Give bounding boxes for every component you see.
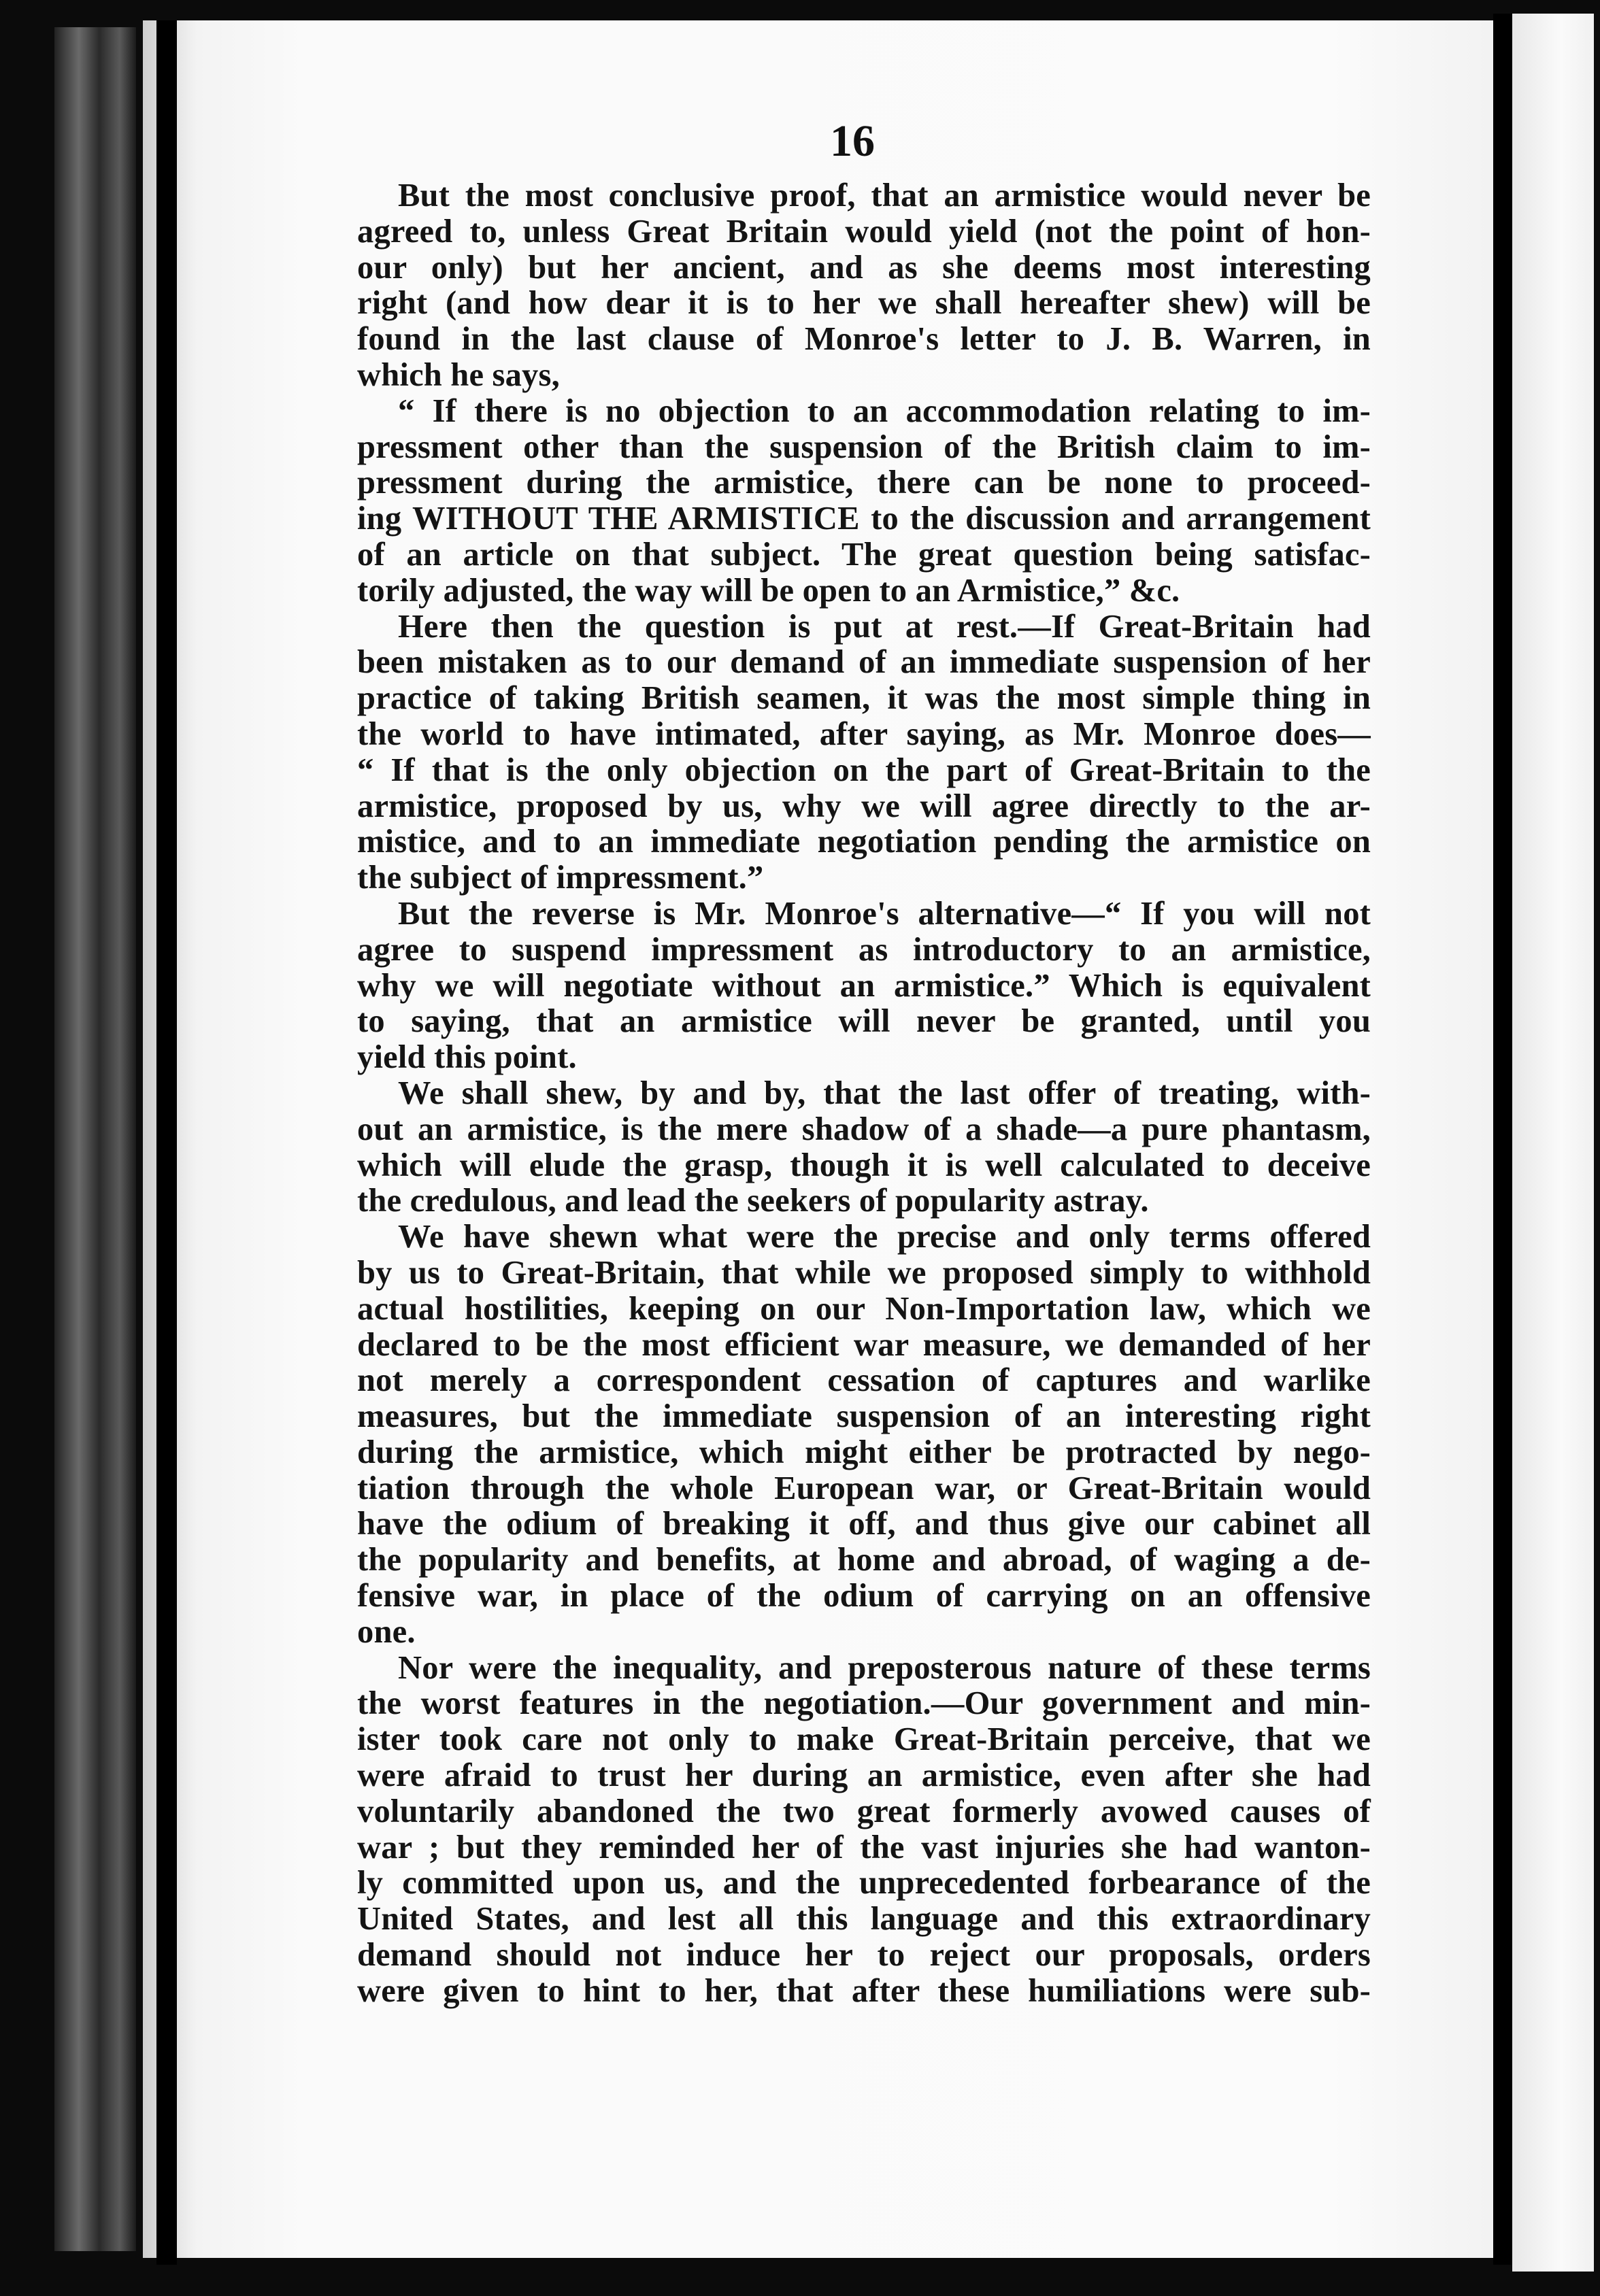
text-line: torily adjusted, the way will be open to an Armistice,” &c. bbox=[357, 572, 1180, 609]
text-line: war ; but they reminded her of the vast injuries she had wanton- bbox=[357, 1829, 1371, 1866]
text-line: measures, but the immediate suspension of an interesting right bbox=[357, 1398, 1371, 1435]
text-line: But the most conclusive proof, that an armistice would never be bbox=[398, 178, 1371, 214]
text-line: agreed to, unless Great Britain would yield (not the point of hon- bbox=[357, 213, 1371, 250]
text-line: voluntarily abandoned the two great formerly avowed causes of bbox=[357, 1793, 1371, 1829]
text-line: “ If there is no objection to an accommodation relating to im- bbox=[398, 392, 1371, 429]
text-line: during the armistice, which might either be protracted by nego- bbox=[357, 1434, 1371, 1470]
text-line: to saying, that an armistice will never be granted, until you bbox=[357, 1003, 1371, 1040]
text-line: We shall shew, by and by, that the last offer of treating, with- bbox=[398, 1075, 1371, 1111]
text-line: which will elude the grasp, though it is well calculated to deceive bbox=[357, 1147, 1371, 1183]
text-line: Here then the question is put at rest.—If Great-Britain had bbox=[398, 608, 1371, 645]
text-line: right (and how dear it is to her we shall hereafter shew) will be bbox=[357, 285, 1371, 322]
text-line: out an armistice, is the mere shadow of a shade—a pure phantasm, bbox=[357, 1111, 1371, 1147]
text-line: mistice, and to an immediate negotiation pending the armistice on bbox=[357, 824, 1371, 860]
text-line: which he says, bbox=[357, 356, 560, 393]
text-line: why we will negotiate without an armistice.” Which is equivalent bbox=[357, 967, 1371, 1004]
text-line: demand should not induce her to reject our proposals, orders bbox=[357, 1937, 1371, 1974]
text-line: ister took care not only to make Great-Britain perceive, that we bbox=[357, 1721, 1371, 1758]
text-line: the worst features in the negotiation.—Our government and min- bbox=[357, 1685, 1371, 1722]
text-line: ly committed upon us, and the unprecedented forbearance of the bbox=[357, 1865, 1371, 1902]
left-page-edge bbox=[54, 27, 136, 2251]
text-line: tiation through the whole European war, or Great-Britain would bbox=[357, 1470, 1371, 1506]
text-line: declared to be the most efficient war measure, we demanded of her bbox=[357, 1326, 1371, 1363]
text-line: But the reverse is Mr. Monroe's alternative—“ If you will not bbox=[398, 895, 1371, 932]
text-line: our only) but her ancient, and as she deems most interesting bbox=[357, 249, 1371, 286]
text-line: fensive war, in place of the odium of carrying on an offensive bbox=[357, 1578, 1371, 1615]
text-line: one. bbox=[357, 1613, 416, 1650]
text-line: the credulous, and lead the seekers of popularity astray. bbox=[357, 1183, 1149, 1219]
text-line: United States, and lest all this language and this extraordinary bbox=[357, 1901, 1371, 1938]
text-line: “ If that is the only objection on the part of Great-Britain to the bbox=[357, 752, 1371, 788]
text-line: not merely a correspondent cessation of captures and warlike bbox=[357, 1362, 1371, 1399]
text-line: the subject of impressment.” bbox=[357, 860, 764, 896]
binding-gutter bbox=[156, 20, 177, 2265]
text-line: Nor were the inequality, and preposterous nature of these terms bbox=[398, 1649, 1371, 1686]
right-page-border bbox=[1493, 14, 1512, 2265]
page-number: 16 bbox=[830, 116, 875, 166]
text-line: pressment during the armistice, there can be none to proceed- bbox=[357, 465, 1371, 501]
text-line: been mistaken as to our demand of an immediate suspension of her bbox=[357, 644, 1371, 681]
text-line: We have shewn what were the precise and only terms offered bbox=[398, 1219, 1371, 1255]
text-line: armistice, proposed by us, why we will agree directly to the ar- bbox=[357, 788, 1371, 824]
page-body-text bbox=[357, 178, 1371, 2010]
text-line: have the odium of breaking it off, and thus give our cabinet all bbox=[357, 1506, 1371, 1542]
text-line: pressment other than the suspension of the British claim to im- bbox=[357, 428, 1371, 465]
text-line: agree to suspend impressment as introductory to an armistice, bbox=[357, 931, 1371, 968]
text-line: the world to have intimated, after saying, as Mr. Monroe does— bbox=[357, 715, 1371, 752]
text-line: the popularity and benefits, at home and abroad, of waging a de- bbox=[357, 1542, 1371, 1578]
text-line: ing WITHOUT THE ARMISTICE to the discussion and arrangement bbox=[357, 501, 1371, 537]
right-page-edge bbox=[1512, 14, 1594, 2272]
text-line: found in the last clause of Monroe's letter to J. B. Warren, in bbox=[357, 321, 1371, 358]
text-line: were given to hint to her, that after these humiliations were sub- bbox=[357, 1972, 1371, 2009]
text-line: actual hostilities, keeping on our Non-Importation law, which we bbox=[357, 1290, 1371, 1327]
text-line: of an article on that subject. The great question being satisfac- bbox=[357, 536, 1371, 573]
text-line: were afraid to trust her during an armistice, even after she had bbox=[357, 1757, 1371, 1794]
text-line: yield this point. bbox=[357, 1039, 577, 1076]
text-line: by us to Great-Britain, that while we proposed simply to withhold bbox=[357, 1254, 1371, 1291]
text-line: practice of taking British seamen, it was the most simple thing in bbox=[357, 680, 1371, 717]
